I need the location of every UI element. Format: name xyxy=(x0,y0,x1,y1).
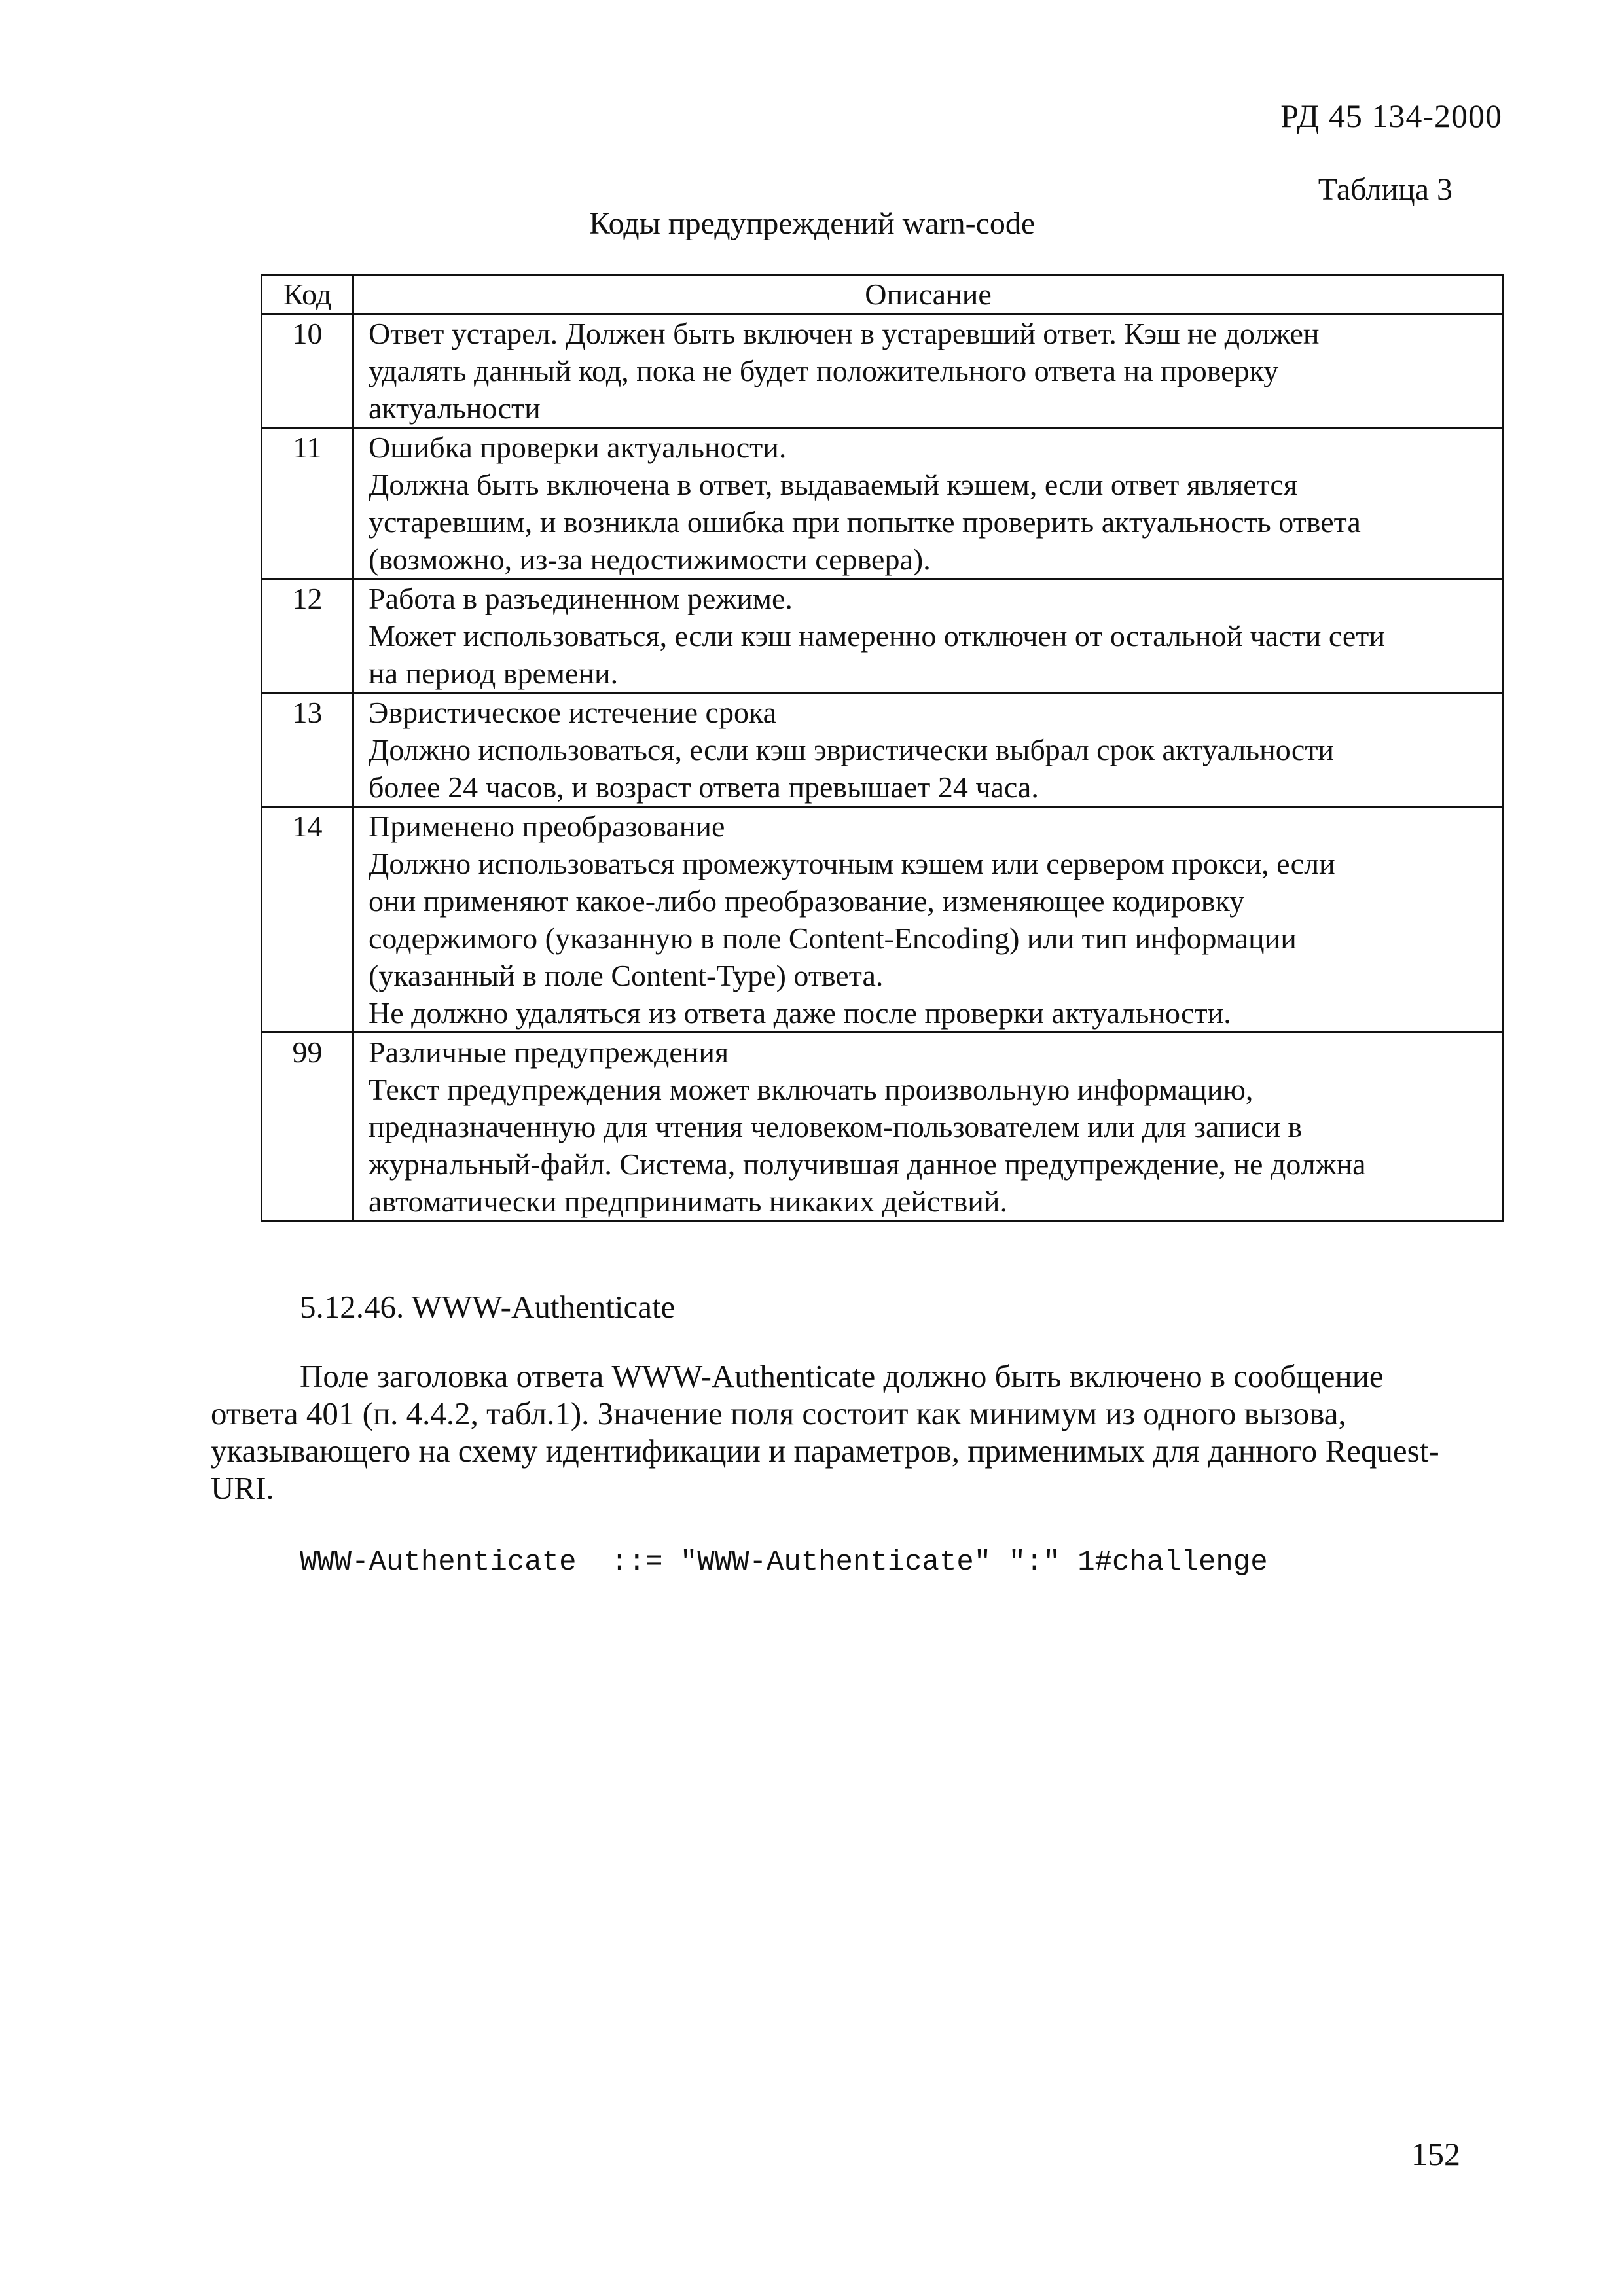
description-line: устаревшим, и возникла ошибка при попытке проверить актуальность ответа xyxy=(369,505,1361,539)
syntax-definition: WWW-Authenticate ::= "WWW-Authenticate" ":" 1#challenge xyxy=(300,1546,1268,1579)
column-header-description: Описание xyxy=(353,275,1504,314)
description-line: на период времени. xyxy=(369,656,619,690)
table-row xyxy=(262,807,1504,1033)
table-row xyxy=(262,428,1504,579)
description-cell xyxy=(353,579,1504,693)
table-number: Таблица 3 xyxy=(1318,172,1453,207)
warn-code-cell: 13 xyxy=(262,693,353,807)
description-cell xyxy=(353,428,1504,579)
description-line: Должно использоваться, если кэш эвристически выбрал срок актуальности xyxy=(369,733,1335,766)
description-line: Ответ устарел. Должен быть включен в устаревший ответ. Кэш не должен xyxy=(369,317,1320,350)
description-cell xyxy=(353,807,1504,1033)
column-header-code: Код xyxy=(262,275,353,314)
paragraph-line: указывающего на схему идентификации и параметров, применимых для данного Request- xyxy=(211,1433,1439,1469)
description-line: Может использоваться, если кэш намеренно отключен от остальной части сети xyxy=(369,619,1385,653)
description-line: журнальный-файл. Система, получившая данное предупреждение, не должна xyxy=(369,1147,1366,1181)
description-cell xyxy=(353,693,1504,807)
description-line: актуальности xyxy=(369,391,541,425)
table-row xyxy=(262,314,1504,428)
description-line: содержимого (указанную в поле Content-Encoding) или тип информации xyxy=(369,922,1297,955)
table-row xyxy=(262,1033,1504,1221)
warn-code-cell: 99 xyxy=(262,1033,353,1221)
table-body xyxy=(262,314,1504,1221)
warn-code-cell: 11 xyxy=(262,428,353,579)
description-line: (возможно, из-за недостижимости сервера). xyxy=(369,543,931,576)
description-line: Различные предупреждения xyxy=(369,1035,729,1069)
description-line: Ошибка проверки актуальности. xyxy=(369,431,787,464)
section-heading: 5.12.46. WWW-Authenticate xyxy=(300,1289,676,1325)
description-line: автоматически предпринимать никаких действий. xyxy=(369,1185,1008,1218)
warn-code-cell: 14 xyxy=(262,807,353,1033)
paragraph-line: ответа 401 (п. 4.4.2, табл.1). Значение поля состоит как минимум из одного вызова, xyxy=(211,1395,1346,1431)
description-line: Работа в разъединенном режиме. xyxy=(369,582,793,615)
table-title: Коды предупреждений warn-code xyxy=(589,206,1036,241)
warn-code-table xyxy=(261,274,1504,1222)
description-line: Должна быть включена в ответ, выдаваемый кэшем, если ответ является xyxy=(369,468,1297,501)
table-row xyxy=(262,579,1504,693)
description-cell xyxy=(353,1033,1504,1221)
section-paragraph xyxy=(211,1357,1506,1507)
description-line: они применяют какое-либо преобразование, изменяющее кодировку xyxy=(369,884,1245,918)
description-line: удалять данный код, пока не будет положительного ответа на проверку xyxy=(369,354,1279,387)
description-line: Применено преобразование xyxy=(369,810,725,843)
description-line: Должно использоваться промежуточным кэшем или сервером прокси, если xyxy=(369,847,1335,880)
table-row xyxy=(262,693,1504,807)
description-line: Текст предупреждения может включать произвольную информацию, xyxy=(369,1073,1254,1106)
paragraph-line: Поле заголовка ответа WWW-Authenticate должно быть включено в сообщение xyxy=(300,1358,1384,1394)
paragraph-line: URI. xyxy=(211,1470,274,1506)
description-line: Эвристическое истечение срока xyxy=(369,696,777,729)
page-number: 152 xyxy=(1411,2136,1460,2172)
description-line: предназначенную для чтения человеком-пользователем или для записи в xyxy=(369,1110,1303,1143)
description-line: Не должно удаляться из ответа даже после проверки актуальности. xyxy=(369,996,1231,1030)
warn-code-cell: 10 xyxy=(262,314,353,428)
warn-code-cell: 12 xyxy=(262,579,353,693)
description-cell xyxy=(353,314,1504,428)
description-line: (указанный в поле Content-Type) ответа. xyxy=(369,959,884,992)
document-id: РД 45 134-2000 xyxy=(1280,98,1502,134)
description-line: более 24 часов, и возраст ответа превышает 24 часа. xyxy=(369,770,1039,804)
table-header-row xyxy=(262,275,1504,314)
